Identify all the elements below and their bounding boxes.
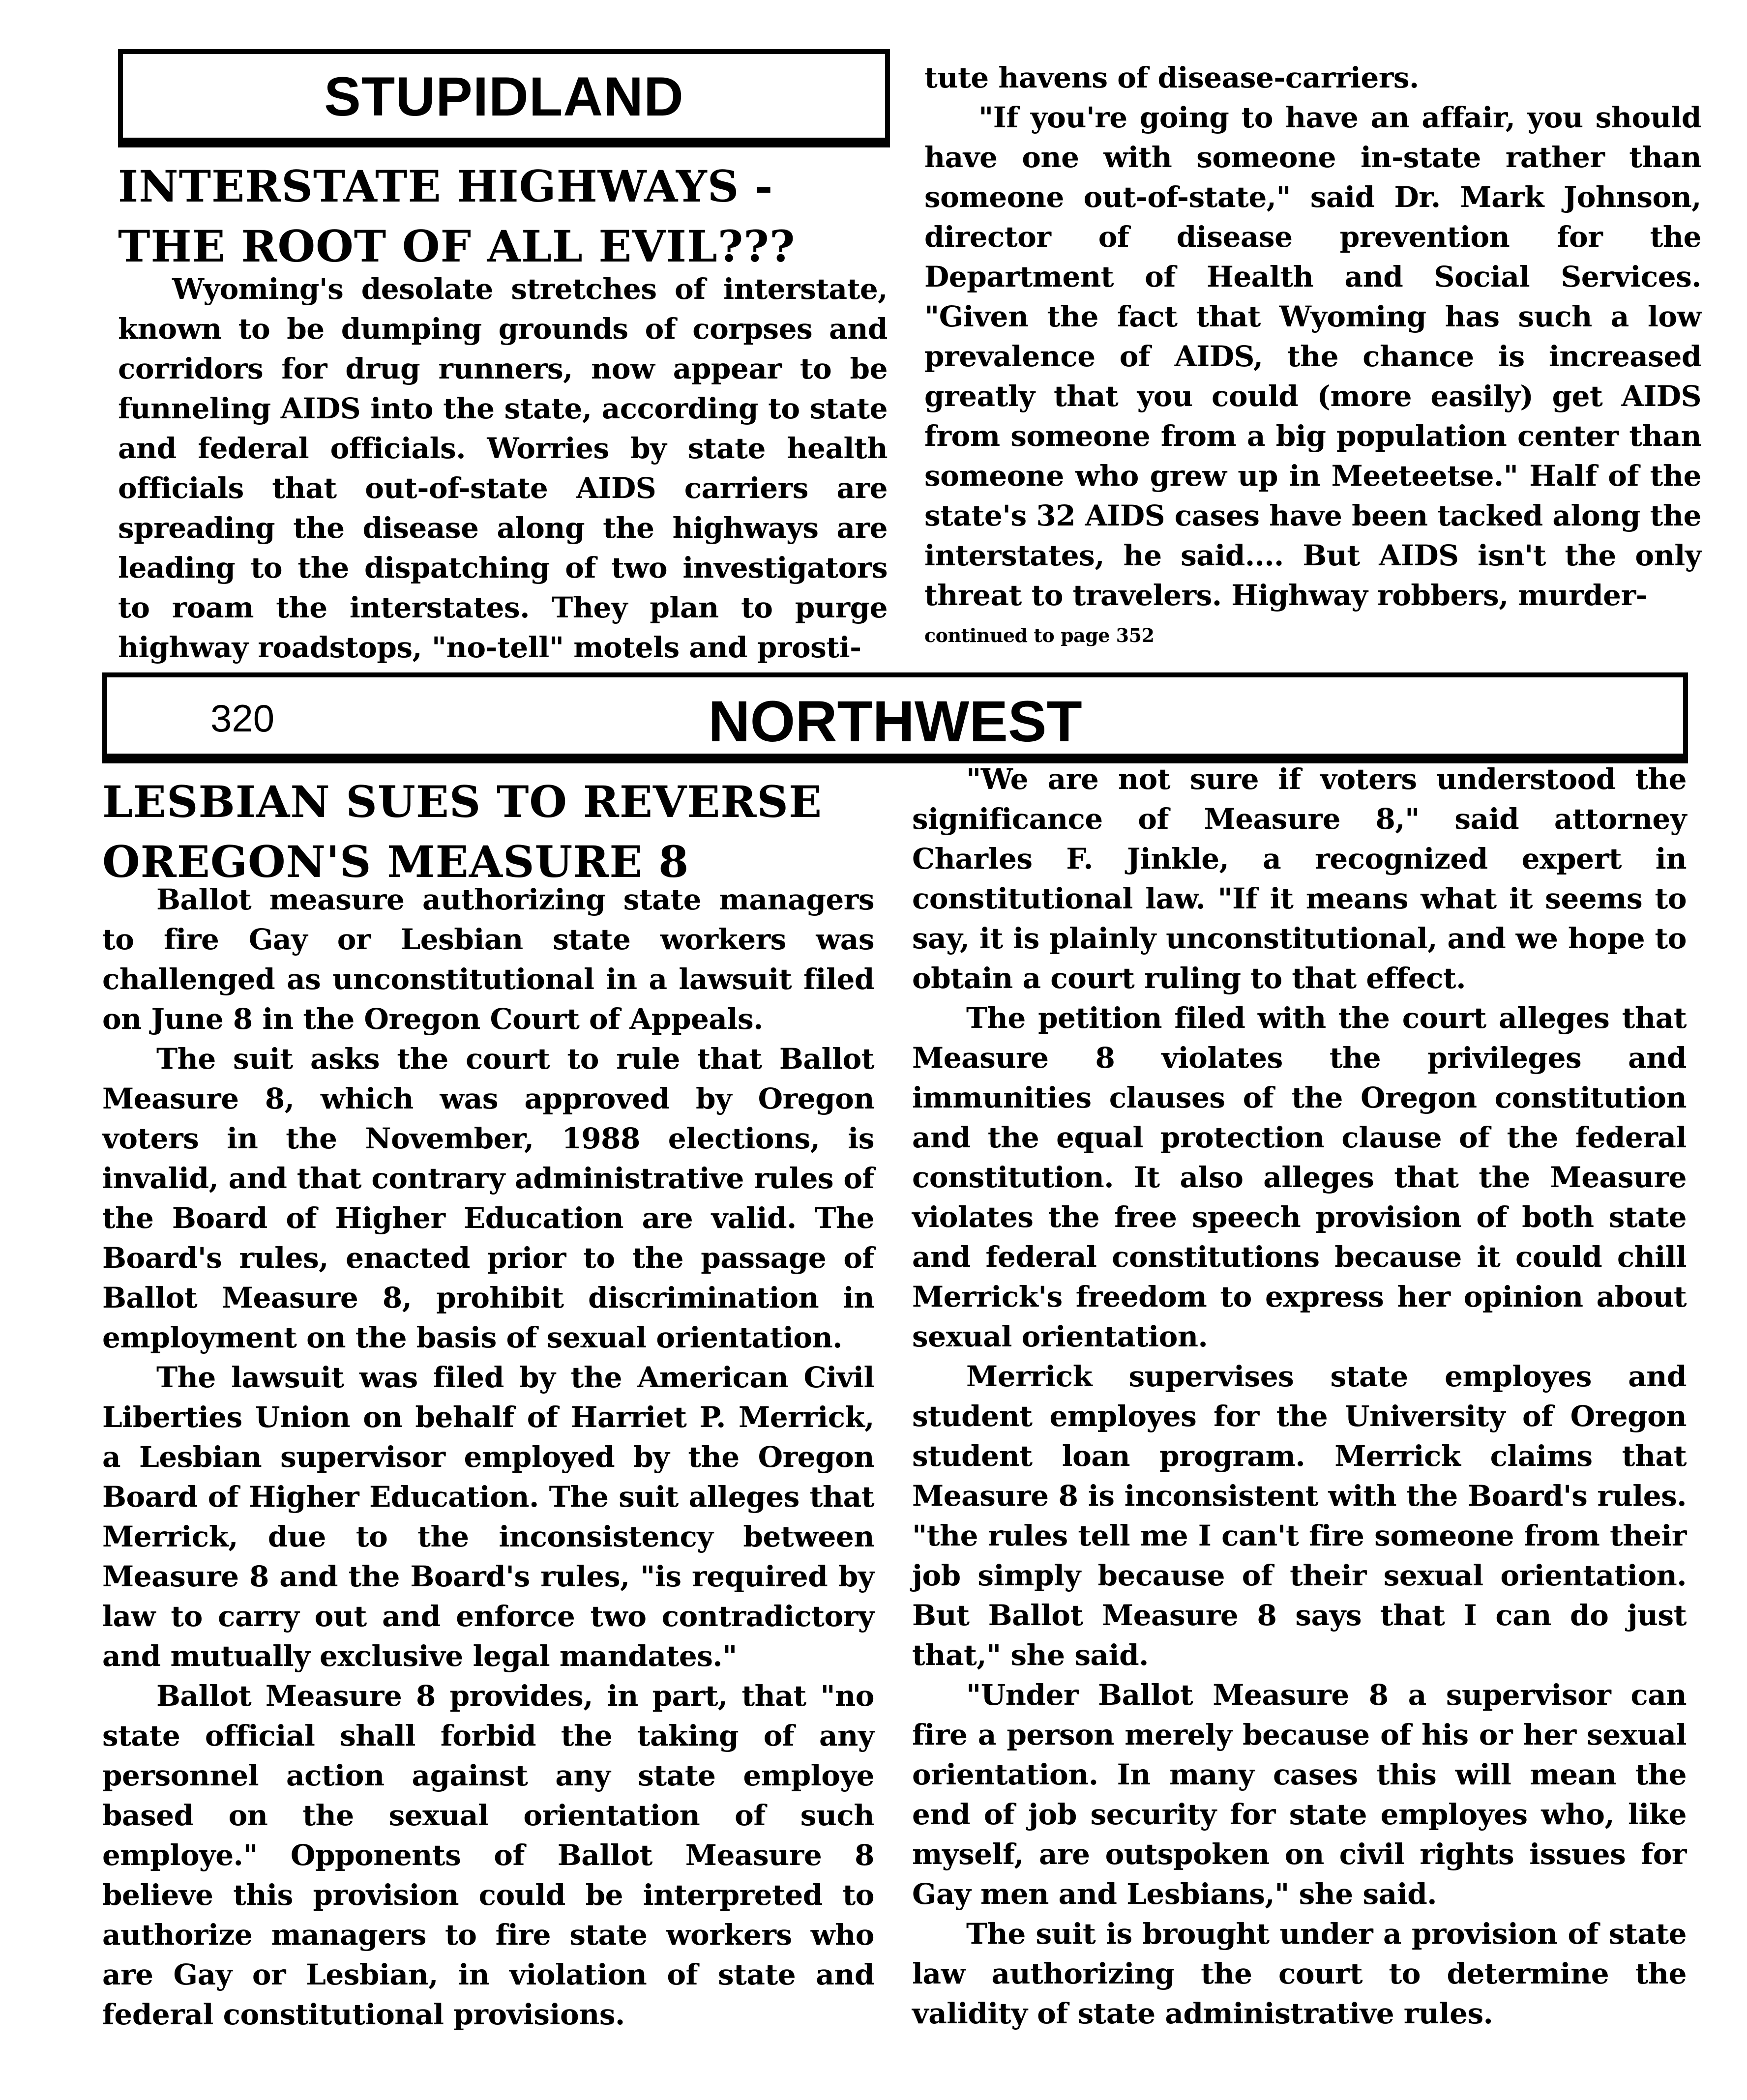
headline-line-2: THE ROOT OF ALL EVIL??? bbox=[118, 221, 796, 272]
article-left-column bbox=[102, 880, 874, 2035]
headline-line-2: OREGON'S MEASURE 8 bbox=[102, 836, 689, 887]
paragraph: Wyoming's desolate stretches of interstate, known to be dumping grounds of corpses and corridors for drug runners, now appear to be funneling AIDS into the state, according to state and federal officials. Worries by state health officials that out-of-state AIDS carriers are spreading the disease along the highways are leading to the dispatching of two investigators to roam the interstates. They plan to purge highway roadstops, "no-tell" motels and prosti- bbox=[118, 272, 888, 664]
headline-line-1: INTERSTATE HIGHWAYS - bbox=[118, 161, 773, 212]
article-headline bbox=[118, 156, 885, 276]
continued-note: continued to page 352 bbox=[924, 624, 1155, 646]
article-headline bbox=[102, 772, 869, 892]
paragraph: tute havens of disease-carriers. bbox=[924, 61, 1419, 94]
paragraph: "We are not sure if voters understood the significance of Measure 8," said attorney Charles F. Jinkle, a recognized expert in constitutional law. "If it means what it seems to say, it is plainly unconstitutional, and we hope to obtain a court ruling to that effect. bbox=[912, 762, 1687, 995]
headline-line-1: LESBIAN SUES TO REVERSE bbox=[102, 776, 823, 827]
paragraph: Ballot Measure 8 provides, in part, that "no state official shall forbid the taking of any personnel action against any state employe based on the sexual orientation of such employe." Opponents of Ballot Measure 8 believe this provision could be interpreted to authorize managers to fire state workers who are Gay or Lesbian, in violation of state and federal constitutional provisions. bbox=[102, 1679, 874, 2031]
section-title: STUPIDLAND bbox=[324, 66, 684, 127]
paragraph: "Under Ballot Measure 8 a supervisor can fire a person merely because of his or her sexual orientation. In many cases this will mean the end of job security for state employes who, like myself, are outspoken on civil rights issues for Gay men and Lesbians," she said. bbox=[912, 1678, 1687, 1911]
section-title: NORTHWEST bbox=[708, 689, 1082, 754]
section-banner-northwest bbox=[102, 672, 1688, 763]
article-right-column bbox=[924, 58, 1701, 655]
paragraph: The suit is brought under a provision of state law authorizing the court to determine the validity of state administrative rules. bbox=[912, 1917, 1687, 2030]
page-number: 320 bbox=[210, 697, 275, 740]
paragraph: The lawsuit was filed by the American Civil Liberties Union on behalf of Harriet P. Merrick, a Lesbian supervisor employed by the Oregon Board of Higher Education. The suit alleges that Merrick, due to the inconsistency between Measure 8 and the Board's rules, "is required by law to carry out and enforce two contradictory and mutually exclusive legal mandates." bbox=[102, 1361, 874, 1673]
paragraph: Ballot measure authorizing state managers to fire Gay or Lesbian state workers was challenged as unconstitutional in a lawsuit filed on June 8 in the Oregon Court of Appeals. bbox=[102, 883, 874, 1036]
article-right-column bbox=[912, 759, 1687, 2034]
article-left-column bbox=[118, 269, 888, 668]
paragraph: Merrick supervises state employes and student employes for the University of Oregon student loan program. Merrick claims that Measure 8 is inconsistent with the Board's rules. "the rules tell me I can't fire someone from their job simply because of their sexual orientation. But Ballot Measure 8 says that I can do just that," she said. bbox=[912, 1360, 1687, 1672]
paragraph: The petition filed with the court alleges that Measure 8 violates the privileges and immunities clauses of the Oregon constitution and the equal protection clause of the federal constitution. It also alleges that the Measure violates the free speech provision of both state and federal constitutions because it could chill Merrick's freedom to express her opinion about sexual orientation. bbox=[912, 1001, 1687, 1353]
paragraph: The suit asks the court to rule that Ballot Measure 8, which was approved by Oregon voters in the November, 1988 elections, is invalid, and that contrary administrative rules of the Board of Higher Education are valid. The Board's rules, enacted prior to the passage of Ballot Measure 8, prohibit discrimination in employment on the basis of sexual orientation. bbox=[102, 1042, 874, 1354]
section-banner-stupidland bbox=[118, 49, 890, 147]
paragraph: "If you're going to have an affair, you should have one with someone in-state rather than someone out-of-state," said Dr. Mark Johnson, director of disease prevention for the Department of Health and Social Services. "Given the fact that Wyoming has such a low prevalence of AIDS, the chance is increased greatly that you could (more easily) get AIDS from someone from a big population center than someone who grew up in Meeteetse." Half of the state's 32 AIDS cases have been tacked along the interstates, he said.... But AIDS isn't the only threat to travelers. Highway robbers, murder- bbox=[924, 101, 1701, 612]
